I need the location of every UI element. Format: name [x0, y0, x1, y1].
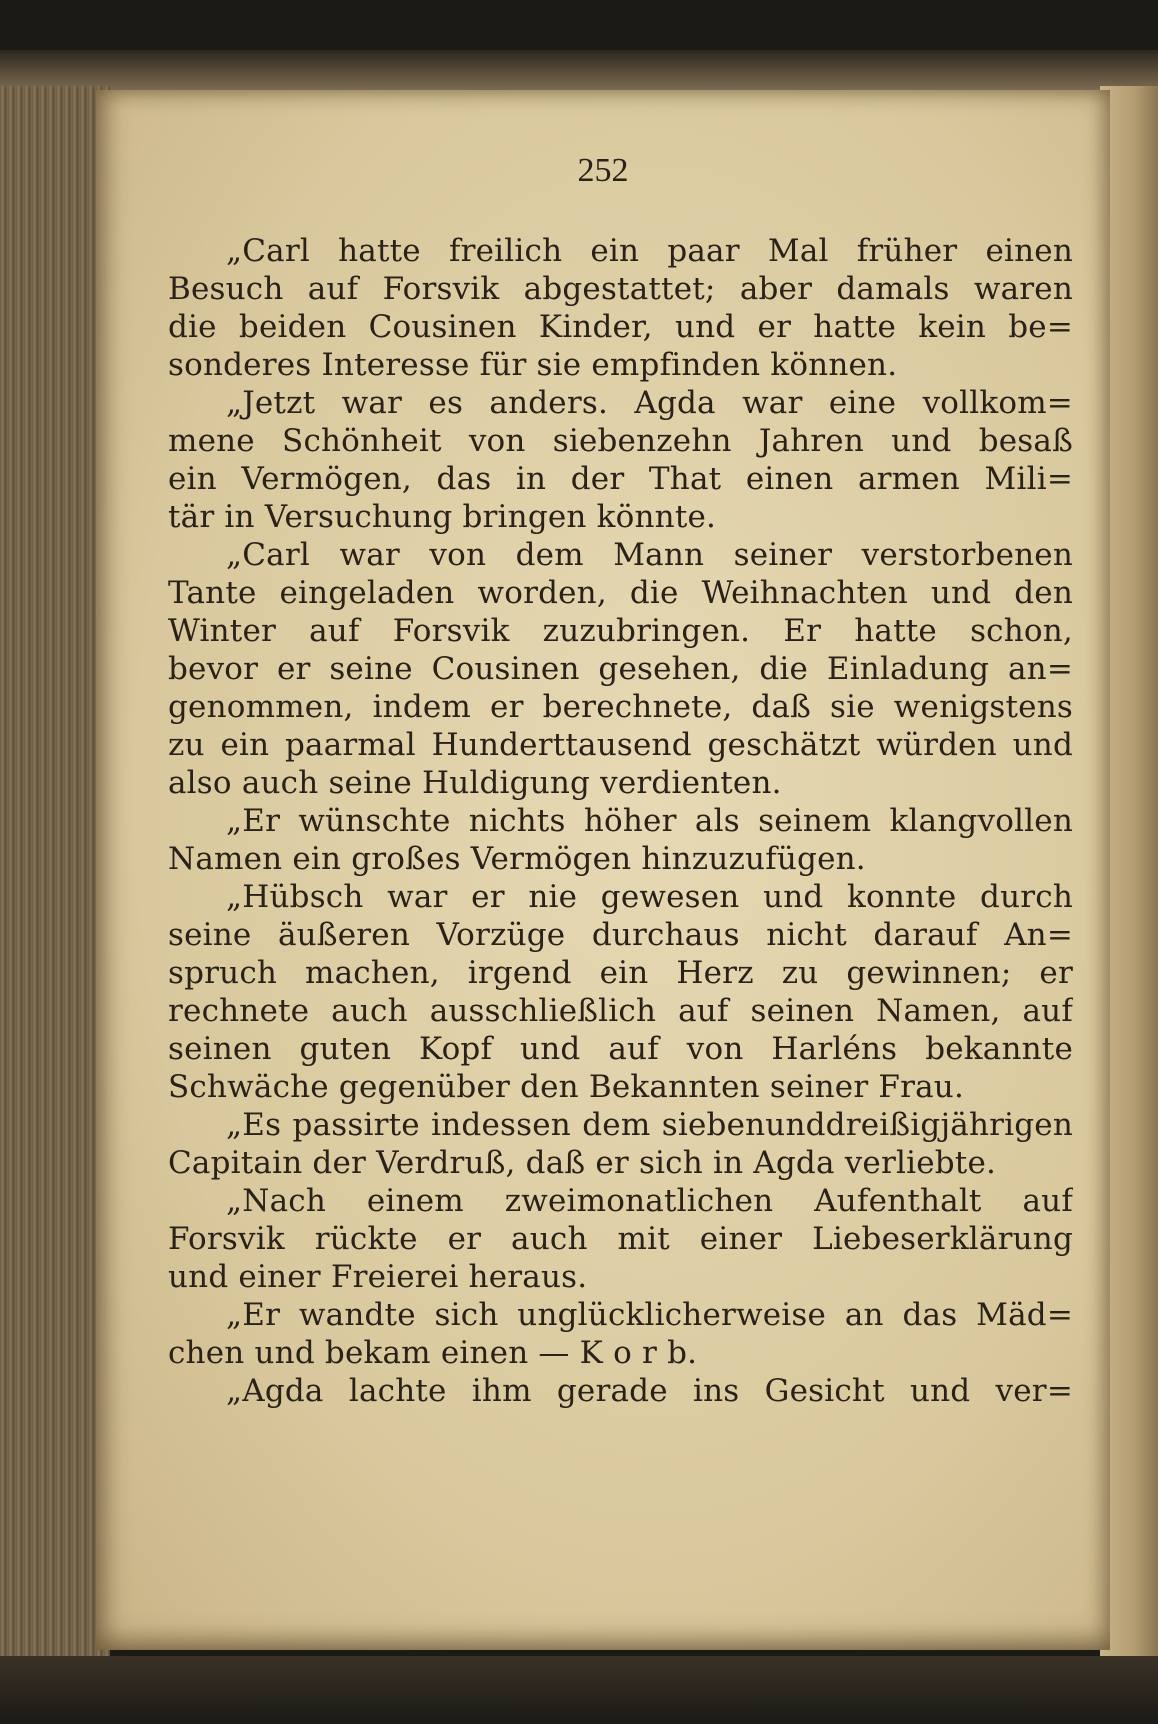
page-stack-left [0, 86, 110, 1656]
text-line: Namen ein großes Vermögen hinzuzufügen. [168, 841, 866, 877]
text-line: Capitain der Verdruß, daß er sich in Agda verliebte. [168, 1145, 997, 1181]
text-line: „Jetzt war es anders. Agda war eine vollkom= [226, 385, 1073, 421]
text-line: „Carl war von dem Mann seiner verstorbenen [226, 537, 1073, 573]
text-line: zu ein paarmal Hunderttausend geschätzt würden und [168, 727, 1073, 763]
text-line: Winter auf Forsvik zuzubringen. Er hatte schon, [168, 613, 1073, 649]
text-line: seinen guten Kopf und auf von Harléns bekannte [168, 1031, 1073, 1067]
text-line: seine äußeren Vorzüge durchaus nicht darauf An= [168, 917, 1073, 953]
book-bottom-edge [0, 1656, 1158, 1724]
text-line: „Es passirte indessen dem siebenunddreißigjährigen [226, 1107, 1073, 1143]
text-line: mene Schönheit von siebenzehn Jahren und besaß [168, 423, 1073, 459]
book-top-edge [0, 50, 1158, 90]
text-line: tär in Versuchung bringen könnte. [168, 499, 717, 535]
text-line: „Er wünschte nichts höher als seinem klangvollen [226, 803, 1073, 839]
text-line: Schwäche gegenüber den Bekannten seiner Frau. [168, 1069, 965, 1105]
text-line: ein Vermögen, das in der That einen armen Mili= [168, 461, 1073, 497]
text-line: spruch machen, irgend ein Herz zu gewinnen; er [168, 955, 1073, 991]
text-line: „Carl hatte freilich ein paar Mal früher einen [226, 233, 1073, 269]
text-line: „Hübsch war er nie gewesen und konnte durch [226, 879, 1073, 915]
text-line: „Nach einem zweimonatlichen Aufenthalt auf [226, 1183, 1073, 1219]
page-number: 252 [577, 152, 629, 189]
text-line: chen und bekam einen — K o r b. [168, 1335, 698, 1371]
page-text [168, 232, 1073, 1410]
text-line: Tante eingeladen worden, die Weihnachten und den [168, 575, 1073, 611]
text-line: „Er wandte sich unglücklicherweise an das Mäd= [226, 1297, 1073, 1333]
text-line: rechnete auch ausschließlich auf seinen Namen, auf [168, 993, 1073, 1029]
text-line: Besuch auf Forsvik abgestattet; aber damals waren [168, 271, 1073, 307]
text-line: genommen, indem er berechnete, daß sie wenigstens [168, 689, 1073, 725]
text-line: die beiden Cousinen Kinder, und er hatte kein be= [168, 309, 1073, 345]
text-line: also auch seine Huldigung verdienten. [168, 765, 782, 801]
text-line: und einer Freierei heraus. [168, 1259, 588, 1295]
text-line: „Agda lachte ihm gerade ins Gesicht und ver= [226, 1373, 1073, 1409]
text-line: sonderes Interesse für sie empfinden können. [168, 347, 898, 383]
text-line: Forsvik rückte er auch mit einer Liebeserklärung [168, 1221, 1073, 1257]
text-line: bevor er seine Cousinen gesehen, die Einladung an= [168, 651, 1073, 687]
